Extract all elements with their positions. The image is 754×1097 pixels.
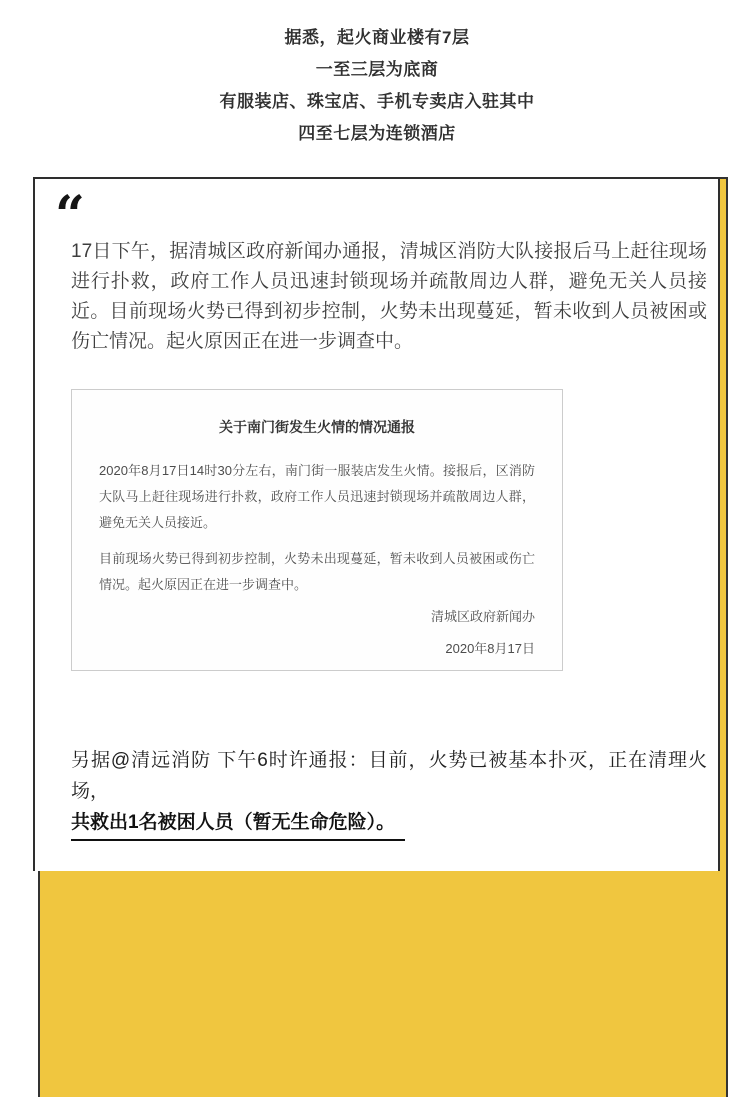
update-text: 另据@清远消防 下午6时许通报：目前，火势已被基本扑灭，正在清理火场， [71,750,707,802]
notice-paragraph-1: 2020年8月17日14时30分左右，南门街一服装店发生火情。接报后，区消防大队马上赶往现场进行扑救，政府工作人员迅速封锁现场并疏散周边人群，避免无关人员接近。 [99,463,535,530]
update-highlight-underlined: 共救出1名被困人员（暂无生命危险）。 [71,807,405,841]
notice-date: 2020年8月17日 [445,641,535,656]
quotation-mark-icon: “ [55,185,83,246]
headline-line-2: 一至三层为底商 [315,60,439,79]
headline-line-3: 有服装店、珠宝店、手机专卖店入驻其中 [219,92,535,111]
official-notice-card [71,389,563,671]
notice-paragraph-2: 目前现场火势已得到初步控制，火势未出现蔓延，暂未收到人员被困或伤亡情况。起火原因正在进一步调查中。 [99,551,535,592]
headline-line-1: 据悉，起火商业楼有7层 [284,28,470,47]
notice-title: 关于南门街发生火情的情况通报 [219,419,415,435]
quote-section [33,177,728,871]
update-paragraph [71,745,707,841]
notice-signature: 清城区政府新闻办 [430,609,535,624]
article-headline [0,22,754,150]
headline-line-4: 四至七层为连锁酒店 [298,124,456,143]
quote-card [33,177,720,871]
report-paragraph: 17日下午，据清城区政府新闻办通报，清城区消防大队接报后马上赶往现场进行扑救，政府工作人员迅速封锁现场并疏散周边人群，避免无关人员接近。目前现场火势已得到初步控制，火势未出现蔓延，暂未收到人员被困或伤亡情况。起火原因正在进一步调查中。 [71,241,707,352]
